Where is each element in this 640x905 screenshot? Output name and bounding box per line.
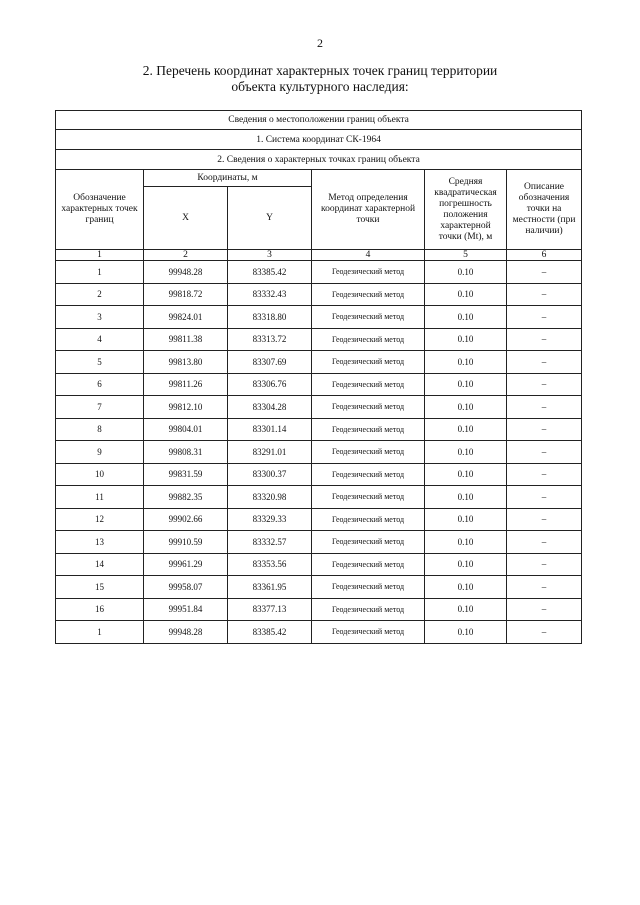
method-cell: Геодезический метод bbox=[312, 283, 425, 306]
x-coordinate-cell: 99811.26 bbox=[144, 373, 228, 396]
error-cell: 0.10 bbox=[425, 486, 507, 509]
y-coordinate-cell: 83300.37 bbox=[228, 463, 312, 486]
method-cell: Геодезический метод bbox=[312, 621, 425, 644]
header-error bbox=[425, 170, 507, 250]
description-cell: – bbox=[507, 531, 582, 554]
column-number-row bbox=[56, 250, 582, 261]
point-id-cell: 4 bbox=[56, 328, 144, 351]
point-id-cell: 11 bbox=[56, 486, 144, 509]
description-cell: – bbox=[507, 283, 582, 306]
point-id-cell: 7 bbox=[56, 396, 144, 419]
method-cell: Геодезический метод bbox=[312, 598, 425, 621]
error-cell: 0.10 bbox=[425, 373, 507, 396]
method-cell: Геодезический метод bbox=[312, 531, 425, 554]
point-id-cell: 16 bbox=[56, 598, 144, 621]
point-id-cell: 5 bbox=[56, 351, 144, 374]
method-cell: Геодезический метод bbox=[312, 328, 425, 351]
description-cell: – bbox=[507, 373, 582, 396]
description-cell: – bbox=[507, 463, 582, 486]
description-cell: – bbox=[507, 576, 582, 599]
error-cell: 0.10 bbox=[425, 261, 507, 284]
y-coordinate-cell: 83377.13 bbox=[228, 598, 312, 621]
table-row bbox=[56, 351, 582, 374]
y-coordinate-cell: 83313.72 bbox=[228, 328, 312, 351]
method-cell: Геодезический метод bbox=[312, 261, 425, 284]
error-cell: 0.10 bbox=[425, 553, 507, 576]
method-cell: Геодезический метод bbox=[312, 463, 425, 486]
description-cell: – bbox=[507, 621, 582, 644]
x-coordinate-cell: 99811.38 bbox=[144, 328, 228, 351]
table-row bbox=[56, 261, 582, 284]
header-error-line-1: Средняя квадратическая погрешность положения характерной bbox=[434, 176, 497, 231]
point-id-cell: 1 bbox=[56, 261, 144, 284]
table-row bbox=[56, 486, 582, 509]
y-coordinate-cell: 83353.56 bbox=[228, 553, 312, 576]
y-coordinate-cell: 83329.33 bbox=[228, 508, 312, 531]
method-cell: Геодезический метод bbox=[312, 508, 425, 531]
description-cell: – bbox=[507, 261, 582, 284]
table-row bbox=[56, 396, 582, 419]
method-cell: Геодезический метод bbox=[312, 306, 425, 329]
table-row bbox=[56, 441, 582, 464]
point-id-cell: 8 bbox=[56, 418, 144, 441]
x-coordinate-cell: 99808.31 bbox=[144, 441, 228, 464]
y-coordinate-cell: 83320.98 bbox=[228, 486, 312, 509]
method-cell: Геодезический метод bbox=[312, 486, 425, 509]
point-id-cell: 3 bbox=[56, 306, 144, 329]
description-cell: – bbox=[507, 553, 582, 576]
header-y: Y bbox=[228, 187, 312, 250]
header-row-1 bbox=[56, 170, 582, 187]
x-coordinate-cell: 99902.66 bbox=[144, 508, 228, 531]
table-row bbox=[56, 328, 582, 351]
description-cell: – bbox=[507, 328, 582, 351]
method-cell: Геодезический метод bbox=[312, 553, 425, 576]
x-coordinate-cell: 99831.59 bbox=[144, 463, 228, 486]
description-cell: – bbox=[507, 351, 582, 374]
x-coordinate-cell: 99882.35 bbox=[144, 486, 228, 509]
method-cell: Геодезический метод bbox=[312, 373, 425, 396]
header-x: X bbox=[144, 187, 228, 250]
method-cell: Геодезический метод bbox=[312, 576, 425, 599]
x-coordinate-cell: 99818.72 bbox=[144, 283, 228, 306]
table-row bbox=[56, 598, 582, 621]
column-number: 3 bbox=[228, 250, 312, 261]
method-cell: Геодезический метод bbox=[312, 351, 425, 374]
x-coordinate-cell: 99951.84 bbox=[144, 598, 228, 621]
y-coordinate-cell: 83318.80 bbox=[228, 306, 312, 329]
error-cell: 0.10 bbox=[425, 621, 507, 644]
description-cell: – bbox=[507, 598, 582, 621]
header-method: Метод определения координат характерной точки bbox=[312, 170, 425, 250]
description-cell: – bbox=[507, 508, 582, 531]
point-id-cell: 13 bbox=[56, 531, 144, 554]
method-cell: Геодезический метод bbox=[312, 441, 425, 464]
error-cell: 0.10 bbox=[425, 463, 507, 486]
heading-line-1: 2. Перечень координат характерных точек границ территории bbox=[142, 63, 498, 78]
y-coordinate-cell: 83332.43 bbox=[228, 283, 312, 306]
point-id-cell: 12 bbox=[56, 508, 144, 531]
x-coordinate-cell: 99948.28 bbox=[144, 621, 228, 644]
table-row bbox=[56, 306, 582, 329]
error-cell: 0.10 bbox=[425, 306, 507, 329]
x-coordinate-cell: 99824.01 bbox=[144, 306, 228, 329]
column-number: 5 bbox=[425, 250, 507, 261]
y-coordinate-cell: 83304.28 bbox=[228, 396, 312, 419]
y-coordinate-cell: 83385.42 bbox=[228, 261, 312, 284]
points-section-title: 2. Сведения о характерных точках границ объекта bbox=[56, 150, 582, 170]
heading-line-2: объекта культурного наследия: bbox=[231, 79, 409, 94]
error-cell: 0.10 bbox=[425, 508, 507, 531]
table-row bbox=[56, 553, 582, 576]
page-heading bbox=[60, 63, 580, 95]
header-error-line-2: точки (Mt), м bbox=[438, 231, 493, 242]
point-id-cell: 9 bbox=[56, 441, 144, 464]
method-cell: Геодезический метод bbox=[312, 418, 425, 441]
method-cell: Геодезический метод bbox=[312, 396, 425, 419]
error-cell: 0.10 bbox=[425, 441, 507, 464]
table-row bbox=[56, 283, 582, 306]
column-number: 6 bbox=[507, 250, 582, 261]
x-coordinate-cell: 99812.10 bbox=[144, 396, 228, 419]
x-coordinate-cell: 99961.29 bbox=[144, 553, 228, 576]
table-row bbox=[56, 576, 582, 599]
description-cell: – bbox=[507, 396, 582, 419]
header-coordinates: Координаты, м bbox=[144, 170, 312, 187]
error-cell: 0.10 bbox=[425, 396, 507, 419]
table-row bbox=[56, 531, 582, 554]
point-id-cell: 1 bbox=[56, 621, 144, 644]
y-coordinate-cell: 83306.76 bbox=[228, 373, 312, 396]
column-number: 4 bbox=[312, 250, 425, 261]
error-cell: 0.10 bbox=[425, 531, 507, 554]
coordinate-system: 1. Система координат СК-1964 bbox=[56, 130, 582, 150]
y-coordinate-cell: 83301.14 bbox=[228, 418, 312, 441]
error-cell: 0.10 bbox=[425, 283, 507, 306]
table-title-row bbox=[56, 111, 582, 130]
description-cell: – bbox=[507, 441, 582, 464]
error-cell: 0.10 bbox=[425, 576, 507, 599]
table-row bbox=[56, 418, 582, 441]
y-coordinate-cell: 83332.57 bbox=[228, 531, 312, 554]
y-coordinate-cell: 83291.01 bbox=[228, 441, 312, 464]
point-id-cell: 10 bbox=[56, 463, 144, 486]
table-row bbox=[56, 373, 582, 396]
y-coordinate-cell: 83307.69 bbox=[228, 351, 312, 374]
y-coordinate-cell: 83385.42 bbox=[228, 621, 312, 644]
x-coordinate-cell: 99813.80 bbox=[144, 351, 228, 374]
y-coordinate-cell: 83361.95 bbox=[228, 576, 312, 599]
error-cell: 0.10 bbox=[425, 598, 507, 621]
points-section-row bbox=[56, 150, 582, 170]
error-cell: 0.10 bbox=[425, 351, 507, 374]
x-coordinate-cell: 99948.28 bbox=[144, 261, 228, 284]
header-designation: Обозначение характерных точек границ bbox=[56, 170, 144, 250]
x-coordinate-cell: 99910.59 bbox=[144, 531, 228, 554]
coordinate-system-row bbox=[56, 130, 582, 150]
description-cell: – bbox=[507, 486, 582, 509]
x-coordinate-cell: 99804.01 bbox=[144, 418, 228, 441]
table-row bbox=[56, 621, 582, 644]
point-id-cell: 14 bbox=[56, 553, 144, 576]
point-id-cell: 15 bbox=[56, 576, 144, 599]
error-cell: 0.10 bbox=[425, 418, 507, 441]
point-id-cell: 6 bbox=[56, 373, 144, 396]
point-id-cell: 2 bbox=[56, 283, 144, 306]
x-coordinate-cell: 99958.07 bbox=[144, 576, 228, 599]
description-cell: – bbox=[507, 418, 582, 441]
table-row bbox=[56, 463, 582, 486]
header-description: Описание обозначения точки на местности (при наличии) bbox=[507, 170, 582, 250]
page-number: 2 bbox=[317, 36, 323, 50]
table-row bbox=[56, 508, 582, 531]
coordinates-table bbox=[55, 110, 582, 644]
column-number: 2 bbox=[144, 250, 228, 261]
table-title: Сведения о местоположении границ объекта bbox=[56, 111, 582, 130]
error-cell: 0.10 bbox=[425, 328, 507, 351]
description-cell: – bbox=[507, 306, 582, 329]
column-number: 1 bbox=[56, 250, 144, 261]
